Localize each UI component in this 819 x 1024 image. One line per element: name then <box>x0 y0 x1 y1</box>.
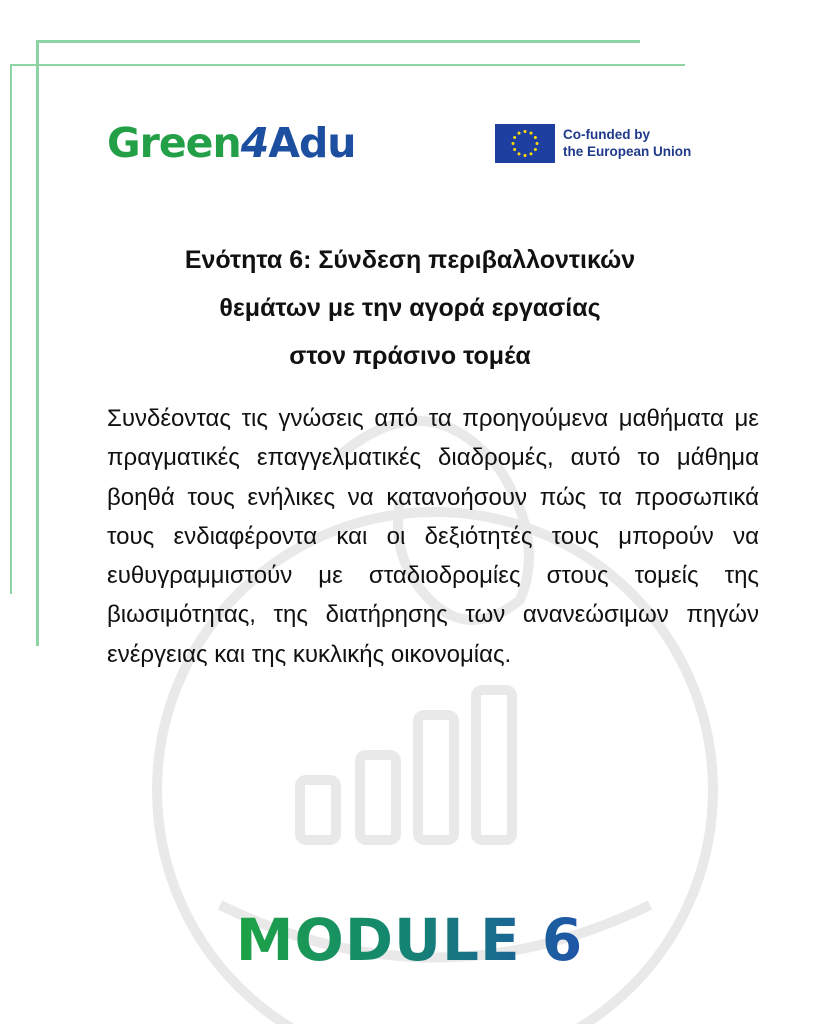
eu-star <box>530 132 533 135</box>
logo-text-four: 4 <box>240 119 269 167</box>
eu-text-line2: the European Union <box>563 144 692 159</box>
eu-text-line1: Co-funded by <box>563 127 650 142</box>
green4adu-logo <box>107 118 356 168</box>
eu-star <box>524 154 527 157</box>
title-line1: Ενότητα 6: Σύνδεση περιβαλλοντικών <box>184 246 636 274</box>
eu-star <box>534 136 537 139</box>
eu-star <box>524 130 527 133</box>
logo-text-green: Green <box>107 119 241 167</box>
eu-cofunded-label <box>563 126 691 160</box>
module-number-text: MODULE 6 <box>235 906 584 974</box>
title-line3: στον πράσινο τομέα <box>289 342 531 370</box>
eu-star <box>513 148 516 151</box>
eu-star <box>513 136 516 139</box>
module-title <box>80 236 740 380</box>
module-description: Συνδέοντας τις γνώσεις από τα προηγούμενα μαθήματα με πραγματικές επαγγελματικές διαδρομές, αυτό το μάθημα βοηθά τους ενήλικες να κατανοήσουν πώς τα προσωπικά τους ενδιαφέροντα και οι δεξιότητές τους μπορούν να ευθυγραμμιστούν με σταδιοδρομίες στους τομείς της βιωσιμότητας, της διατήρησης των ανανεώσιμων πηγών ενέργειας και της κυκλικής οικονομίας. <box>107 405 759 668</box>
eu-star <box>530 152 533 155</box>
module-number-label <box>0 905 819 975</box>
logo-text-adu: Adu <box>268 119 356 167</box>
eu-star <box>518 132 521 135</box>
eu-flag-icon <box>495 124 555 163</box>
eu-star <box>518 152 521 155</box>
title-line2: θεμάτων με την αγορά εργασίας <box>219 294 601 322</box>
eu-star <box>512 142 515 145</box>
eu-star <box>534 148 537 151</box>
eu-star <box>536 142 539 145</box>
